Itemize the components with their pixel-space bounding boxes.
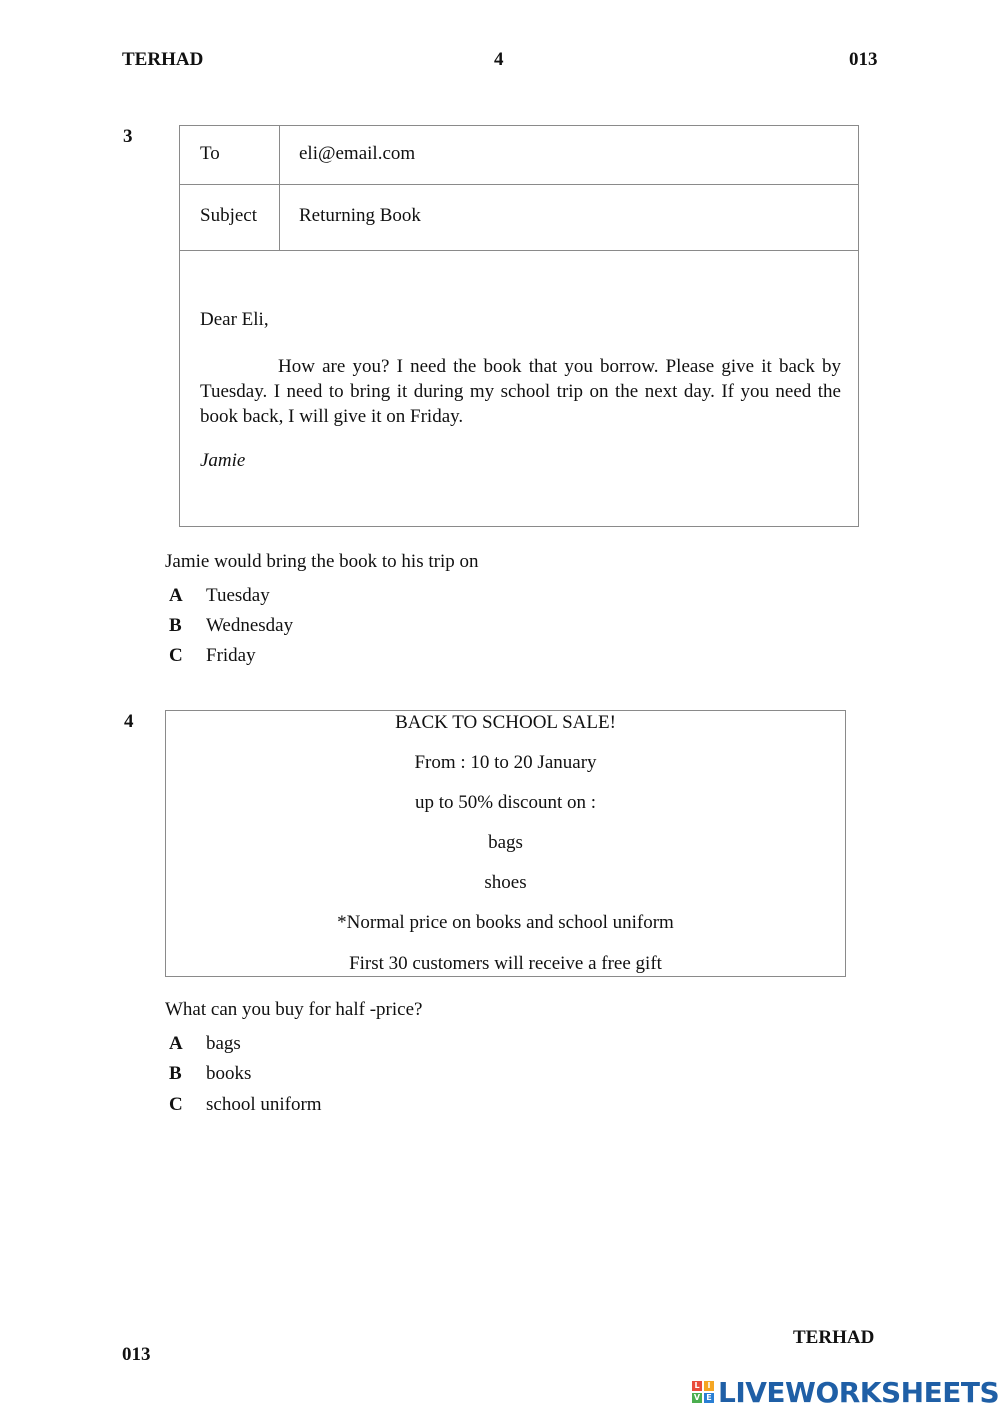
question-4-number: 4 xyxy=(124,711,134,732)
sale-discount: up to 50% discount on : xyxy=(414,792,597,813)
sale-dates: From : 10 to 20 January xyxy=(414,752,597,773)
email-subject-value: Returning Book xyxy=(299,205,421,226)
sale-note: *Normal price on books and school uniform xyxy=(337,912,674,933)
option-text: Tuesday xyxy=(206,585,270,606)
question-3-number: 3 xyxy=(123,126,133,147)
option-letter: C xyxy=(169,1094,183,1115)
email-box xyxy=(179,125,859,527)
page-number: 4 xyxy=(494,49,504,70)
email-body: How are you? I need the book that you borrow. Please give it back by Tuesday. I need to bring it during my school trip on the next day. If you need the book back, I will give it on Friday. xyxy=(200,356,841,427)
sale-item-bags: bags xyxy=(488,832,523,853)
sale-notice xyxy=(165,710,846,977)
header-right: 013 xyxy=(849,49,878,70)
email-signature: Jamie xyxy=(200,450,246,471)
sale-gift: First 30 customers will receive a free gift xyxy=(349,953,662,974)
option-letter: C xyxy=(169,645,183,666)
option-letter: A xyxy=(169,1033,183,1054)
header-left: TERHAD xyxy=(122,49,204,70)
option-letter: A xyxy=(169,585,183,606)
logo-text: LIVEWORKSHEETS xyxy=(718,1375,1000,1409)
option-letter: B xyxy=(169,615,182,636)
logo-block: E xyxy=(704,1393,714,1403)
option-text: school uniform xyxy=(206,1094,322,1115)
footer-left: 013 xyxy=(122,1344,151,1365)
question-4-prompt: What can you buy for half -price? xyxy=(165,999,423,1020)
sale-item-shoes: shoes xyxy=(484,872,527,893)
option-text: books xyxy=(206,1063,252,1084)
sale-title: BACK TO SCHOOL SALE! xyxy=(395,712,616,733)
logo-blocks-icon xyxy=(692,1381,714,1403)
email-greeting: Dear Eli, xyxy=(200,309,269,330)
email-subject-label: Subject xyxy=(200,205,257,226)
liveworksheets-logo xyxy=(692,1376,999,1408)
option-text: Wednesday xyxy=(206,615,294,636)
question-3-prompt: Jamie would bring the book to his trip on xyxy=(165,551,479,572)
footer-right: TERHAD xyxy=(793,1327,875,1348)
email-subject-row xyxy=(180,185,858,251)
option-text: bags xyxy=(206,1033,241,1054)
logo-block: L xyxy=(692,1381,702,1391)
logo-block: V xyxy=(693,1393,701,1402)
option-text: Friday xyxy=(206,645,256,666)
email-to-value: eli@email.com xyxy=(299,143,416,164)
logo-block: I xyxy=(704,1381,714,1391)
email-to-row xyxy=(180,126,858,185)
email-to-label: To xyxy=(200,143,220,164)
option-letter: B xyxy=(169,1063,182,1084)
